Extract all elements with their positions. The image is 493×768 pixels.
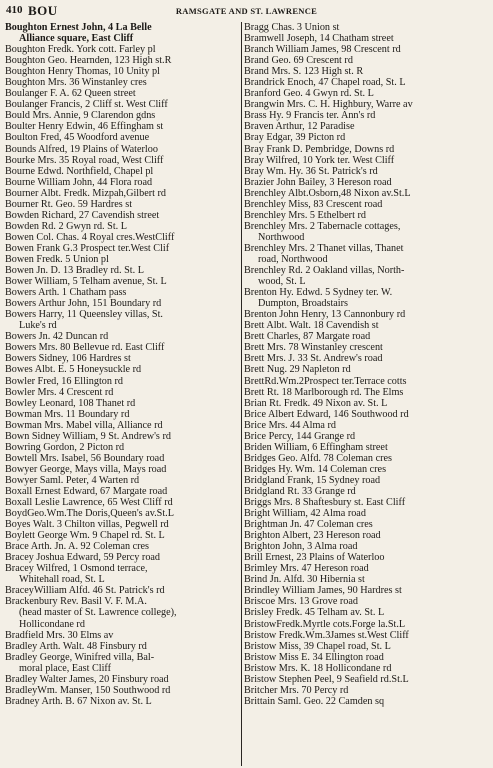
directory-entry: Brisley Fredk. 45 Telham av. St. L bbox=[244, 607, 385, 619]
directory-entry: Bower William, 5 Telham avenue, St. L bbox=[5, 276, 167, 288]
directory-entry: Boxall Ernest Edward, 67 Margate road bbox=[5, 485, 168, 497]
directory-entry: Brian Rt. Fredk. 49 Nixon av. St. L bbox=[244, 397, 388, 409]
directory-entry: Bracey Joshua Edward, 59 Percy road bbox=[5, 552, 161, 564]
directory-entry: Bowen Col. Chas. 4 Royal cres.WestCliff bbox=[5, 231, 175, 243]
directory-entry: Brett Nug. 29 Napleton rd bbox=[244, 364, 351, 376]
page-number: 410 bbox=[6, 4, 23, 16]
directory-entry: Bowers Arthur John, 151 Boundary rd bbox=[5, 298, 162, 310]
directory-entry: Brand Geo. 69 Crescent rd bbox=[244, 55, 353, 67]
directory-entry: Bowman Mrs. Mabel villa, Alliance rd bbox=[5, 419, 163, 431]
directory-entry: Bridges Hy. Wm. 14 Coleman cres bbox=[244, 463, 387, 475]
directory-entry: Bristow Mrs. K. 18 Hollicondane rd bbox=[244, 662, 392, 674]
directory-entry: Bracey Wilfred, 1 Osmond terrace, bbox=[5, 563, 148, 575]
directory-entry: Boughton Geo. Hearnden, 123 High st.R bbox=[5, 55, 172, 67]
directory-entry: Bowen Jn. D. 13 Bradley rd. St. L bbox=[5, 265, 144, 277]
directory-entry: Braven Arthur, 12 Paradise bbox=[244, 121, 355, 133]
directory-entry: Brenchley Mrs. 2 Thanet villas, Thanet bbox=[244, 242, 404, 254]
directory-entry: Bray Wm. Hy. 36 St. Patrick's rd bbox=[244, 165, 378, 177]
directory-entry: Brenchley Rd. 2 Oakland villas, North- bbox=[244, 265, 405, 277]
directory-entry: Brackenbury Rev. Basil V. F. M.A. bbox=[5, 596, 147, 608]
directory-entry: Brice Albert Edward, 146 Southwood rd bbox=[244, 408, 409, 420]
directory-entry: Bradfield Mrs. 30 Elms av bbox=[5, 629, 114, 641]
directory-entry-continuation: Whitehall road, St. L bbox=[19, 574, 105, 586]
directory-entry-continuation: (head master of St. Lawrence college), bbox=[19, 607, 177, 619]
directory-entry: Brazier John Bailey, 3 Hereson road bbox=[244, 176, 392, 188]
directory-entry: Brightman Jn. 47 Coleman cres bbox=[244, 519, 373, 531]
directory-entry: Brenchley Mrs. 2 Tabernacle cottages, bbox=[244, 220, 401, 232]
directory-entry: Boylett George Wm. 9 Chapel rd. St. L bbox=[5, 530, 165, 542]
directory-entry: Bowtell Mrs. Isabel, 56 Boundary road bbox=[5, 452, 165, 464]
directory-entry: Bowley Leonard, 108 Thanet rd bbox=[5, 397, 136, 409]
directory-entry: Brenchley Mrs. 5 Ethelbert rd bbox=[244, 209, 366, 221]
directory-entry: Brass Hy. 9 Francis ter. Ann's rd bbox=[244, 110, 376, 122]
directory-entry: Bourke Mrs. 35 Royal road, West Cliff bbox=[5, 154, 164, 166]
directory-entry: Bowden Richard, 27 Cavendish street bbox=[5, 209, 160, 221]
directory-entry: Bourner Albt. Fredk. Mizpah,Gilbert rd bbox=[5, 187, 166, 199]
directory-entry-continuation: wood, St. L bbox=[258, 276, 306, 288]
directory-entry: Brenton Hy. Edwd. 5 Sydney ter. W. bbox=[244, 287, 393, 299]
directory-entry: Brett Charles, 87 Margate road bbox=[244, 331, 371, 343]
directory-entry: Brenchley Albt.Osborn,48 Nixon av.St.L bbox=[244, 187, 411, 199]
directory-entry: Brand Mrs. S. 123 High st. R bbox=[244, 66, 364, 78]
left-column bbox=[5, 22, 240, 766]
directory-entry: Bright William, 42 Alma road bbox=[244, 508, 366, 520]
directory-entry: Bowers Jn. 42 Duncan rd bbox=[5, 331, 109, 343]
directory-entry: Brett Mrs. 78 Winstanley crescent bbox=[244, 342, 383, 354]
directory-entry-continuation: Dumpton, Broadstairs bbox=[258, 298, 348, 310]
directory-entry: Bray Edgar, 39 Picton rd bbox=[244, 132, 346, 144]
directory-entry: Brighton John, 3 Alma road bbox=[244, 541, 358, 553]
directory-entry: Briggs Mrs. 8 Shaftesbury st. East Cliff bbox=[244, 497, 406, 509]
directory-entry: Bowman Mrs. 11 Boundary rd bbox=[5, 408, 130, 420]
directory-entry: Boulanger F. A. 62 Queen street bbox=[5, 88, 136, 100]
directory-entry: Boulton Fred, 45 Woodford avenue bbox=[5, 132, 150, 144]
directory-entry: Bowler Mrs. 4 Crescent rd bbox=[5, 386, 114, 398]
directory-entry: BristowFredk.Myrtle cots.Forge la.St.L bbox=[244, 618, 406, 630]
directory-entry: Bristow Miss E. 34 Ellington road bbox=[244, 651, 384, 663]
directory-entry: BradleyWm. Manser, 150 Southwood rd bbox=[5, 684, 171, 696]
directory-entry-continuation: road, Northwood bbox=[258, 253, 328, 265]
directory-entry: Bray Frank D. Pembridge, Downs rd bbox=[244, 143, 395, 155]
directory-entry: Bowen Frank G.3 Prospect ter.West Clif bbox=[5, 242, 170, 254]
directory-entry: Bowes Albt. E. 5 Honeysuckle rd bbox=[5, 364, 142, 376]
directory-entry: Briden William, 6 Effingham street bbox=[244, 441, 388, 453]
directory-entry: Bridgland Rt. 33 Grange rd bbox=[244, 485, 356, 497]
directory-entry-continuation: moral place, East Cliff bbox=[19, 662, 112, 674]
directory-entry: Boxall Leslie Lawrence, 65 West Cliff rd bbox=[5, 497, 173, 509]
directory-entry: Bourne William John, 44 Flora road bbox=[5, 176, 153, 188]
directory-entry: Brett Mrs. J. 33 St. Andrew's road bbox=[244, 353, 383, 365]
directory-entry: Boulter Henry Edwin, 46 Effingham st bbox=[5, 121, 164, 133]
directory-entry: Brenchley Miss, 83 Crescent road bbox=[244, 198, 383, 210]
directory-entry: Brill Ernest, 23 Plains of Waterloo bbox=[244, 552, 385, 564]
directory-entry: Brace Arth. Jn. A. 92 Coleman cres bbox=[5, 541, 150, 553]
directory-entry: BoydGeo.Wm.The Doris,Queen's av.St.L bbox=[5, 508, 174, 520]
directory-entry: Brangwin Mrs. C. H. Highbury, Warre av bbox=[244, 99, 413, 111]
directory-entry: Bowden Rd. 2 Gwyn rd. St. L bbox=[5, 220, 127, 232]
directory-entry: Brett Rt. 18 Marlborough rd. The Elms bbox=[244, 386, 404, 398]
directory-entry: Bowyer Saml. Peter, 4 Warten rd bbox=[5, 474, 140, 486]
directory-entry: Bowler Fred, 16 Ellington rd bbox=[5, 375, 123, 387]
directory-entry: Bowers Arth. 1 Chatham pass bbox=[5, 287, 127, 299]
directory-entry: Bray Wilfred, 10 York ter. West Cliff bbox=[244, 154, 395, 166]
page-title: RAMSGATE AND ST. LAWRENCE bbox=[175, 6, 318, 16]
directory-entry-continuation: Alliance square, East Cliff bbox=[19, 33, 134, 45]
directory-entry: Bowyer George, Mays villa, Mays road bbox=[5, 463, 167, 475]
directory-entry: Bradley George, Winifred villa, Bal- bbox=[5, 651, 155, 663]
directory-entry: Boughton Mrs. 36 Winstanley cres bbox=[5, 77, 147, 89]
directory-entry: Boyes Walt. 3 Chilton villas, Pegwell rd bbox=[5, 519, 169, 531]
directory-entry: Bowers Mrs. 80 Bellevue rd. East Cliff bbox=[5, 342, 165, 354]
directory-entry: Bourner Rt. Geo. 59 Hardres st bbox=[5, 198, 133, 210]
directory-entry: Bradney Arth. B. 67 Nixon av. St. L bbox=[5, 695, 152, 707]
directory-entry: Brice Mrs. 44 Alma rd bbox=[244, 419, 336, 431]
directory-entry: Brett Albt. Walt. 18 Cavendish st bbox=[244, 320, 379, 332]
directory-entry: Bragg Chas. 3 Union st bbox=[244, 22, 340, 33]
directory-entry: Brandrick Enoch, 47 Chapel road, St. L bbox=[244, 77, 406, 89]
directory-entry-continuation: Northwood bbox=[258, 231, 305, 243]
directory-entry: Bridges Geo. Alfd. 78 Coleman cres bbox=[244, 452, 392, 464]
directory-entry-continuation: Luke's rd bbox=[19, 320, 57, 332]
directory-entry: BrettRd.Wm.2Prospect ter.Terrace cotts bbox=[244, 375, 407, 387]
directory-entry: Bown Sidney William, 9 St. Andrew's rd bbox=[5, 430, 171, 442]
directory-entry: Boughton Ernest John, 4 La Belle bbox=[5, 22, 152, 33]
directory-entry: Bramwell Joseph, 14 Chatham street bbox=[244, 33, 394, 45]
directory-entry: Bradley Walter James, 20 Finsbury road bbox=[5, 673, 169, 685]
directory-entry: Brice Percy, 144 Grange rd bbox=[244, 430, 356, 442]
directory-entry: BraceyWilliam Alfd. 46 St. Patrick's rd bbox=[5, 585, 165, 597]
directory-entry: Brind Jn. Alfd. 30 Hibernia st bbox=[244, 574, 365, 586]
directory-entry: Bowers Sidney, 106 Hardres st bbox=[5, 353, 131, 365]
directory-entry: Brittain Saml. Geo. 22 Camden sq bbox=[244, 695, 385, 707]
directory-entry: Bourne Edwd. Northfield, Chapel pl bbox=[5, 165, 154, 177]
directory-entry: Bounds Alfred, 19 Plains of Waterloo bbox=[5, 143, 158, 155]
directory-entry: Boughton Fredk. York cott. Farley pl bbox=[5, 44, 156, 56]
directory-entry: Britcher Mrs. 70 Percy rd bbox=[244, 684, 349, 696]
directory-entry: Brindley William James, 90 Hardres st bbox=[244, 585, 402, 597]
section-code: BOU bbox=[28, 3, 58, 18]
directory-entry: Brighton Albert, 23 Hereson road bbox=[244, 530, 381, 542]
directory-entry: Bowers Harry, 11 Queensley villas, St. bbox=[5, 309, 163, 321]
directory-entry: Bristow Stephen Peel, 9 Seafield rd.St.L bbox=[244, 673, 409, 685]
directory-entry-continuation: Hollicondane rd bbox=[19, 618, 85, 630]
directory-entry: Bradley Arth. Walt. 48 Finsbury rd bbox=[5, 640, 147, 652]
directory-entry: Bridgland Frank, 15 Sydney road bbox=[244, 474, 381, 486]
column-divider bbox=[241, 22, 242, 766]
right-column bbox=[244, 22, 490, 766]
directory-entry: Branch William James, 98 Crescent rd bbox=[244, 44, 401, 56]
directory-entry: Bould Mrs. Annie, 9 Clarendon gdns bbox=[5, 110, 156, 122]
directory-entry: Branford Geo. 4 Gwyn rd. St. L bbox=[244, 88, 374, 100]
directory-entry: Bowen Fredk. 5 Union pl bbox=[5, 253, 109, 265]
page-header bbox=[6, 3, 487, 19]
directory-entry: Bristow Miss, 39 Chapel road, St. L bbox=[244, 640, 391, 652]
directory-entry: Bowring Gordon, 2 Picton rd bbox=[5, 441, 125, 453]
directory-entry: Brenton John Henry, 13 Cannonbury rd bbox=[244, 309, 406, 321]
directory-entry: Briscoe Mrs. 13 Grove road bbox=[244, 596, 359, 608]
directory-entry: Boulanger Francis, 2 Cliff st. West Cliff bbox=[5, 99, 168, 111]
directory-entry: Boughton Henry Thomas, 10 Unity pl bbox=[5, 66, 160, 78]
directory-entry: Bristow Fredk.Wm.3James st.West Cliff bbox=[244, 629, 409, 641]
directory-entry: Brimley Mrs. 47 Hereson road bbox=[244, 563, 369, 575]
